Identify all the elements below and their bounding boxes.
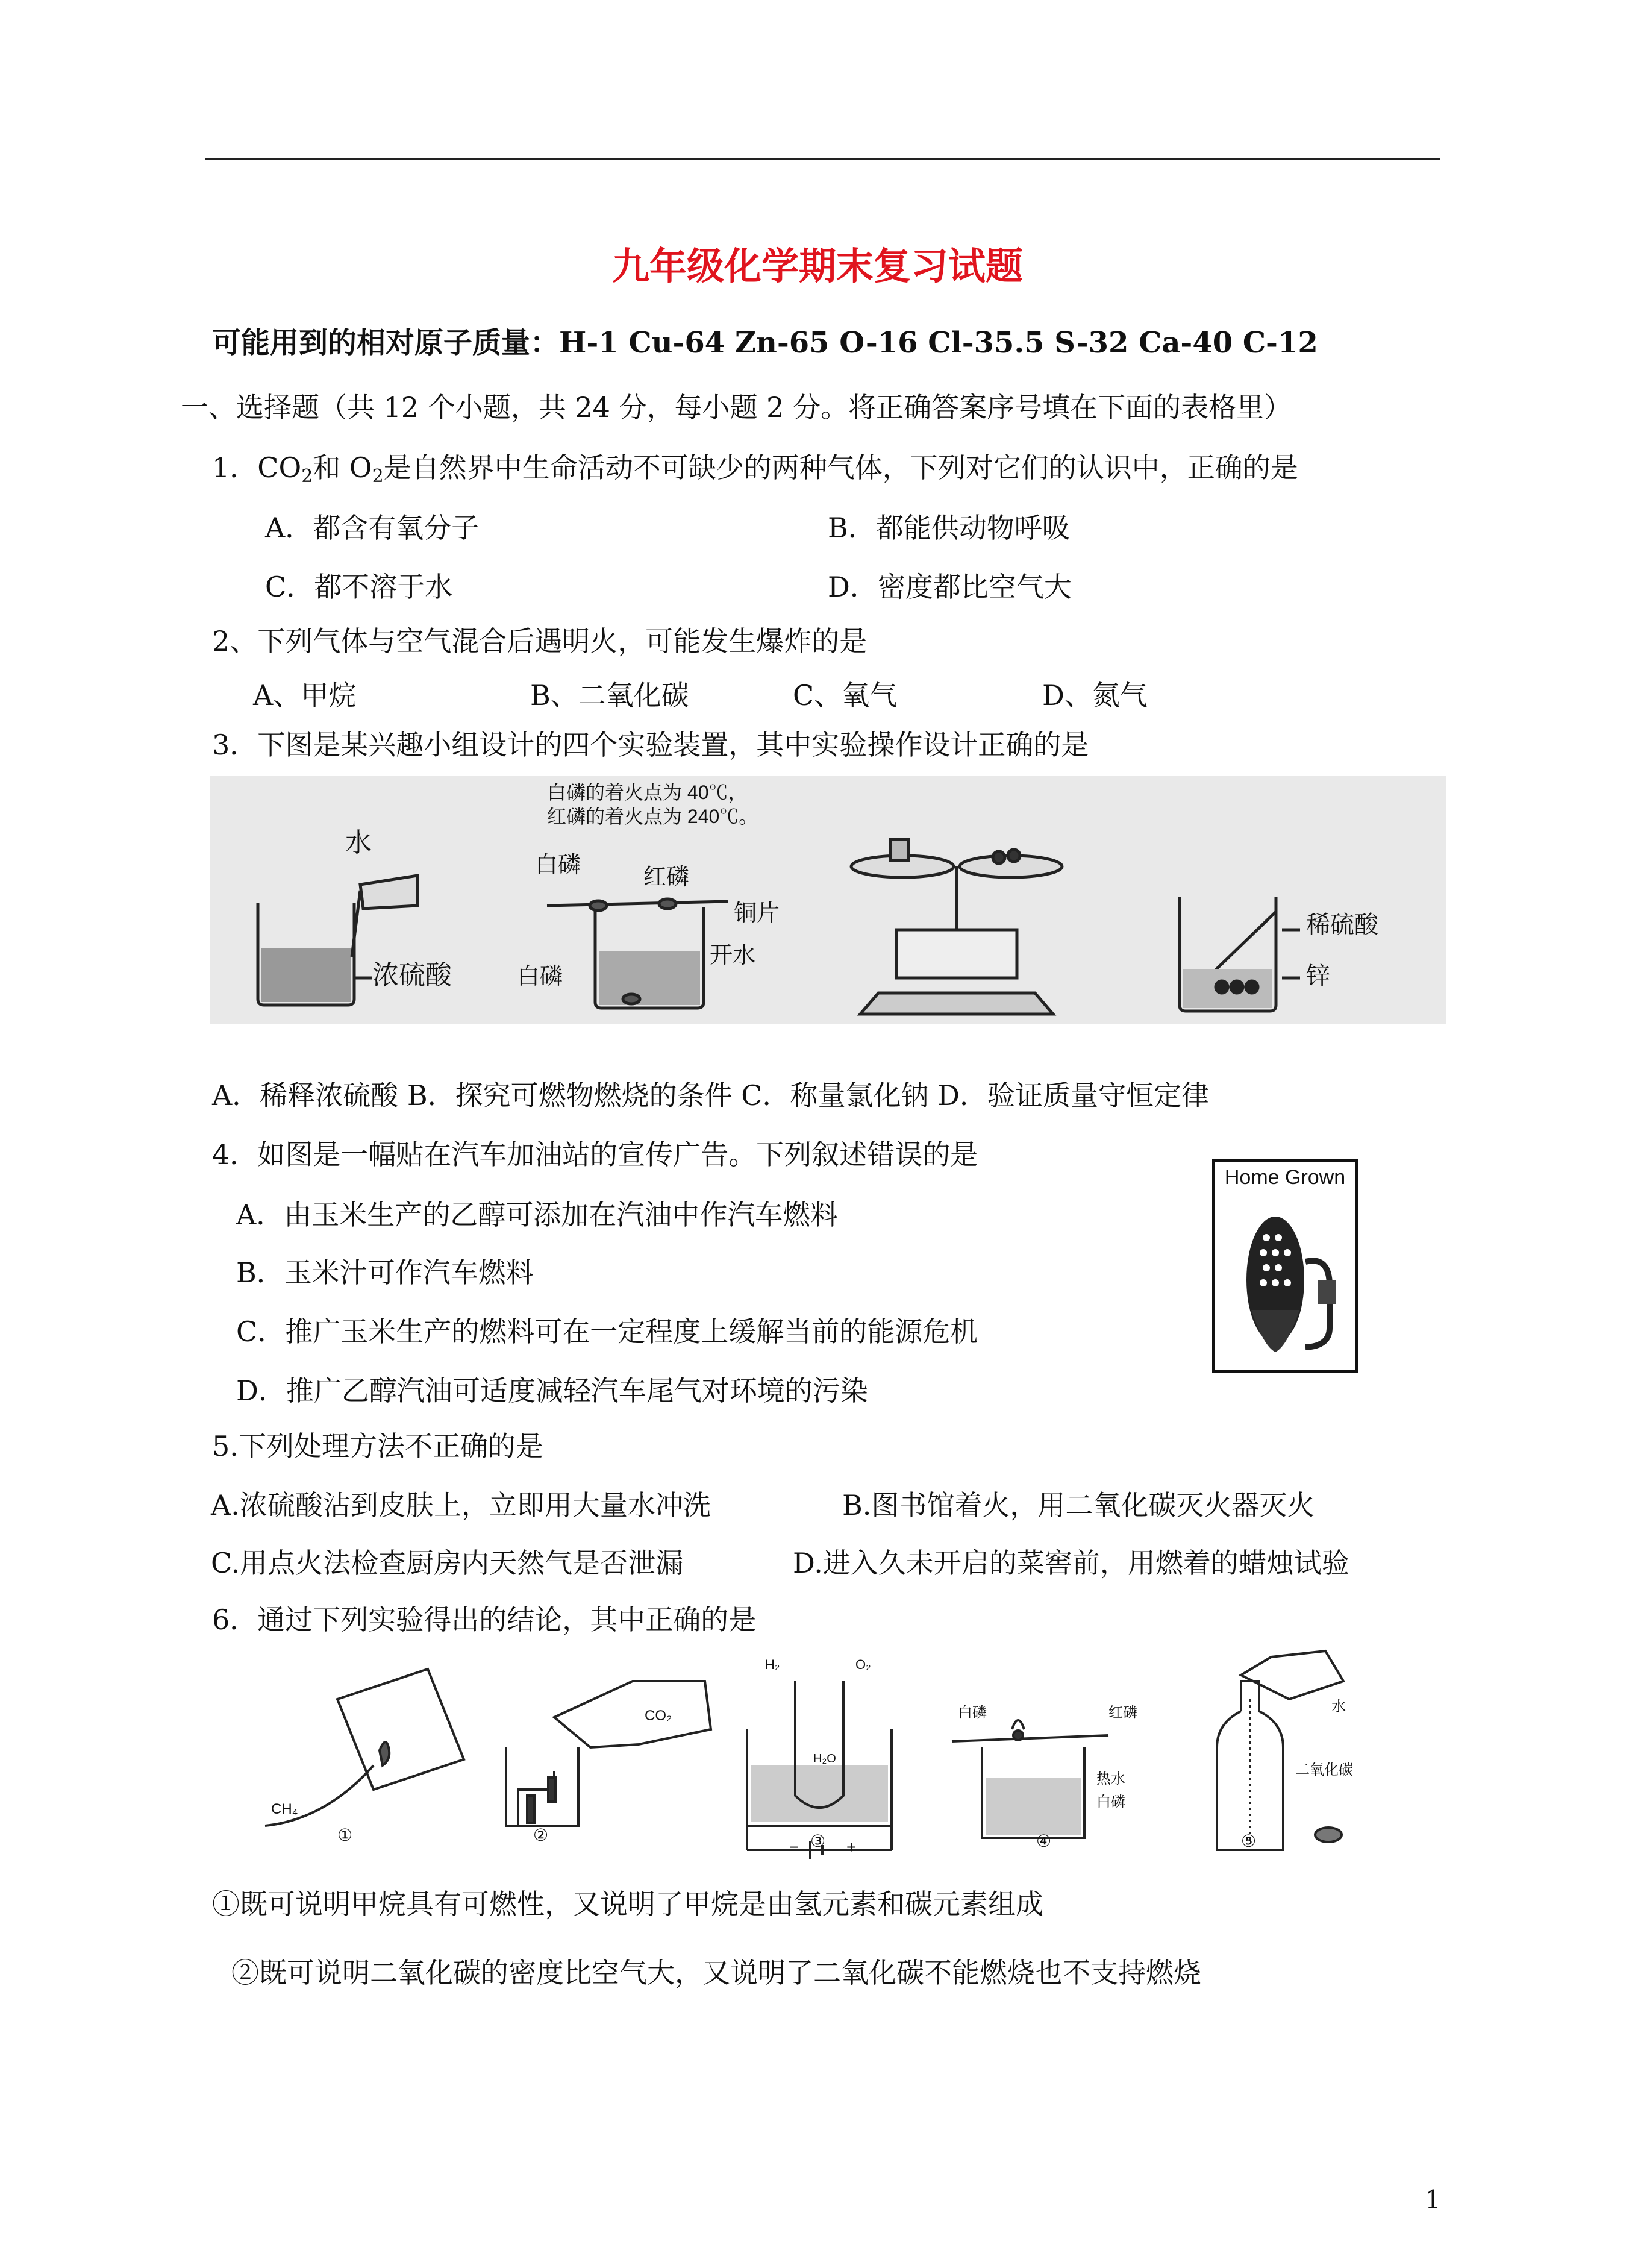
q5-option-c: C.用点火法检查厨房内天然气是否泄漏 bbox=[211, 1547, 684, 1579]
q2-option-d: D、氮气 bbox=[1042, 679, 1148, 712]
q6-label-minus: − bbox=[789, 1838, 799, 1856]
q3-label-white-p: 白磷 bbox=[535, 853, 581, 878]
q2-option-a: A、甲烷 bbox=[253, 679, 357, 712]
q4-option-a: A．由玉米生产的乙醇可添加在汽油中作汽车燃料 bbox=[236, 1198, 839, 1231]
q6-label-co2: CO₂ bbox=[645, 1708, 672, 1724]
q3-options: A．稀释浓硫酸 B．探究可燃物燃烧的条件 C．称量氯化钠 D．验证质量守恒定律 bbox=[212, 1079, 1209, 1112]
ad-caption: Home Grown bbox=[1224, 1166, 1346, 1189]
q3-label-water: 水 bbox=[345, 828, 372, 857]
q1-stem: 1．$CO_2$和 $O_2$是自然界中生命活动不可缺少的两种气体，下列对它们的认识中，正确的是 bbox=[212, 451, 1298, 487]
q3-label-white-p2: 白磷 bbox=[517, 964, 563, 989]
q6-num-5: ⑤ bbox=[1241, 1832, 1257, 1850]
header-rule bbox=[205, 158, 1440, 160]
q6-label-ch4: CH₄ bbox=[271, 1801, 298, 1817]
q6-num-2: ② bbox=[533, 1826, 549, 1844]
q4-option-b: B．玉米汁可作汽车燃料 bbox=[236, 1256, 534, 1289]
q4-stem: 4．如图是一幅贴在汽车加油站的宣传广告。下列叙述错误的是 bbox=[212, 1138, 978, 1171]
q6-label-plus: + bbox=[846, 1838, 857, 1856]
atomic-masses: 可能用到的相对原子质量：H-1 Cu-64 Zn-65 O-16 Cl-35.5 S-32 Ca-40 C-12 bbox=[212, 326, 1318, 360]
q6-label-h2o: H₂O bbox=[813, 1752, 836, 1765]
q1-option-a: A．都含有氧分子 bbox=[265, 512, 480, 544]
page-number: 1 bbox=[1425, 2185, 1441, 2214]
q3-label-boiling: 开水 bbox=[710, 943, 756, 968]
q4-option-c: C．推广玉米生产的燃料可在一定程度上缓解当前的能源危机 bbox=[236, 1315, 978, 1348]
q6-label-co2-cn: 二氧化碳 bbox=[1295, 1762, 1353, 1778]
q3-label-copper: 铜片 bbox=[734, 901, 780, 926]
q2-option-c: C、氧气 bbox=[793, 679, 898, 712]
q5-option-d: D.进入久未开启的菜窖前，用燃着的蜡烛试验 bbox=[793, 1547, 1349, 1579]
section-heading: 一、选择题（共 12 个小题，共 24 分，每小题 2 分。将正确答案序号填在下面的表格里） bbox=[181, 391, 1292, 424]
q5-stem: 5.下列处理方法不正确的是 bbox=[212, 1430, 543, 1462]
corn-pump-icon bbox=[1215, 1189, 1355, 1364]
q6-num-4: ④ bbox=[1036, 1832, 1052, 1850]
q3-note-1: 白磷的着火点为 40℃， bbox=[547, 782, 748, 803]
q6-label-white-p: 白磷 bbox=[958, 1705, 987, 1721]
q2-option-b: B、二氧化碳 bbox=[530, 679, 689, 712]
q2-stem: 2、下列气体与空气混合后遇明火，可能发生爆炸的是 bbox=[212, 625, 868, 657]
q6-label-white-p2: 白磷 bbox=[1096, 1794, 1125, 1810]
q6-label-water: 水 bbox=[1331, 1699, 1346, 1715]
page-title: 九年级化学期末复习试题 bbox=[611, 244, 1023, 288]
q5-option-a: A.浓硫酸沾到皮肤上，立即用大量水冲洗 bbox=[211, 1489, 711, 1521]
q4-option-d: D．推广乙醇汽油可适度减轻汽车尾气对环境的污染 bbox=[236, 1374, 868, 1407]
q3-apparatus-figure bbox=[210, 776, 1446, 1024]
q6-label-o2: O₂ bbox=[855, 1657, 871, 1672]
q6-stem: 6．通过下列实验得出的结论，其中正确的是 bbox=[212, 1603, 757, 1636]
q3-label-zinc: 锌 bbox=[1306, 963, 1330, 989]
q1-option-d: D．密度都比空气大 bbox=[828, 571, 1072, 603]
q3-label-red-p: 红磷 bbox=[643, 865, 690, 890]
q6-num-3: ③ bbox=[810, 1832, 826, 1850]
q3-label-conc-acid: 浓硫酸 bbox=[372, 960, 452, 990]
q1-option-b: B．都能供动物呼吸 bbox=[828, 512, 1070, 544]
q6-label-h2: H₂ bbox=[765, 1657, 780, 1672]
q3-label-dilute-acid: 稀硫酸 bbox=[1306, 912, 1378, 938]
q6-label-hot-water: 热水 bbox=[1096, 1771, 1125, 1787]
q3-stem: 3．下图是某兴趣小组设计的四个实验装置，其中实验操作设计正确的是 bbox=[212, 728, 1089, 761]
q6-label-red-p: 红磷 bbox=[1108, 1705, 1137, 1721]
q6-statement-1: ①既可说明甲烷具有可燃性，又说明了甲烷是由氢元素和碳元素组成 bbox=[212, 1888, 1043, 1920]
q6-experiments-figure bbox=[253, 1645, 1398, 1862]
home-grown-ad bbox=[1212, 1159, 1358, 1373]
q5-option-b: B.图书馆着火，用二氧化碳灭火器灭火 bbox=[842, 1489, 1315, 1521]
q6-num-1: ① bbox=[337, 1826, 353, 1844]
q1-option-c: C．都不溶于水 bbox=[265, 571, 453, 603]
q6-statement-2: ②既可说明二氧化碳的密度比空气大，又说明了二氧化碳不能燃烧也不支持燃烧 bbox=[231, 1956, 1201, 1989]
q3-note-2: 红磷的着火点为 240℃。 bbox=[547, 806, 758, 827]
